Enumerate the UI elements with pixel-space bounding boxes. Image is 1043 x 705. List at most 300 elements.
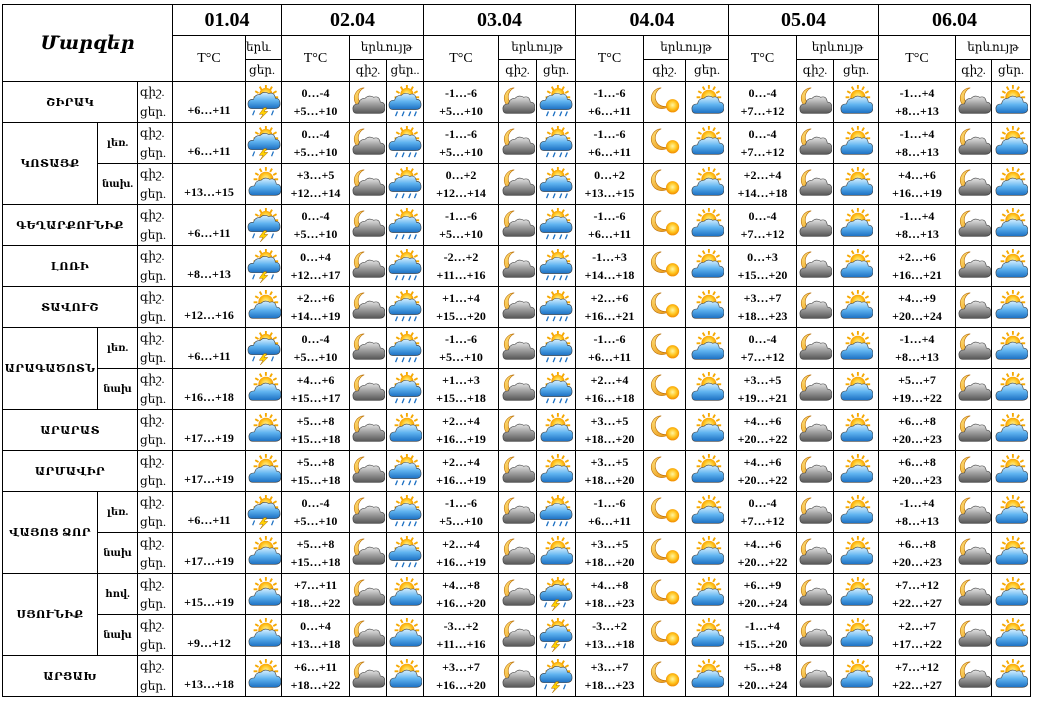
day-temperature: +16…+21	[892, 268, 942, 282]
weather-cell	[644, 492, 686, 533]
weather-cell	[499, 533, 537, 574]
day-temperature: +15…+18	[290, 473, 341, 487]
weather-cell	[387, 656, 424, 697]
night-temperature: +6…+8	[898, 455, 936, 469]
weather-cell	[686, 369, 729, 410]
night-temperature: +4…+8	[590, 578, 629, 592]
night-temperature: -1…+4	[899, 496, 935, 510]
day-label: ցեր.	[140, 105, 166, 119]
moon-cloud-icon	[351, 413, 385, 447]
moon-cloud-icon	[957, 249, 991, 283]
phenomenon-header: երևույթ	[644, 36, 729, 60]
moon-cloud-icon	[501, 577, 535, 611]
night-day-label	[138, 615, 173, 656]
temperature-cell	[282, 328, 350, 369]
night-temperature: +5…+8	[743, 660, 782, 674]
day-temperature: +15…+20	[737, 637, 788, 651]
weather-cell	[246, 656, 282, 697]
day-temperature: +6…+11	[187, 144, 231, 158]
day-temperature: +6…+11	[587, 104, 631, 118]
temperature-cell	[729, 82, 797, 123]
day-temperature: +7…+12	[740, 227, 785, 241]
day-temperature: +6…+11	[587, 514, 631, 528]
night-temperature: +2…+6	[590, 291, 629, 305]
rain-cloud-icon	[388, 454, 422, 488]
sun-cloud-icon	[994, 413, 1028, 447]
weather-cell	[246, 123, 282, 164]
day-temperature: +12…+16	[184, 308, 234, 322]
day-temperature: +7…+12	[740, 514, 785, 528]
day-temperature: +5…+10	[439, 227, 483, 241]
moon-sun-icon	[648, 659, 682, 693]
temperature-cell	[729, 123, 797, 164]
weather-cell	[499, 246, 537, 287]
moon-cloud-icon	[351, 577, 385, 611]
weather-cell	[956, 656, 992, 697]
night-day-label	[138, 328, 173, 369]
weather-cell	[644, 615, 686, 656]
day-label: ցեր.	[140, 310, 166, 324]
day-temperature: +18…+23	[584, 678, 635, 692]
temperature-cell	[879, 369, 956, 410]
weather-cell	[644, 287, 686, 328]
weather-cell	[992, 574, 1031, 615]
night-label: գիշ.	[140, 413, 165, 427]
night-temperature: -1…-6	[593, 127, 626, 141]
day-temperature: +6…+11	[587, 145, 631, 159]
moon-cloud-icon	[957, 208, 991, 242]
table-row	[3, 451, 1031, 492]
weather-cell	[834, 492, 879, 533]
temperature-cell	[424, 328, 499, 369]
temperature-cell	[729, 533, 797, 574]
weather-cell	[387, 533, 424, 574]
weather-cell	[537, 574, 576, 615]
day-temperature: +5…+10	[439, 350, 483, 364]
temperature-cell	[879, 164, 956, 205]
temperature-cell	[576, 656, 644, 697]
day-temperature: +5…+10	[439, 104, 483, 118]
day-temperature: +16…+19	[892, 186, 942, 200]
night-day-label	[138, 451, 173, 492]
region-name: ԿՈՏԱՅՔ	[3, 123, 98, 205]
moon-sun-icon	[648, 454, 682, 488]
day-temperature: +5…+10	[293, 350, 338, 364]
weather-cell	[644, 533, 686, 574]
temperature-cell	[576, 410, 644, 451]
table-row	[3, 246, 1031, 287]
temperature-cell	[282, 123, 350, 164]
sun-cloud-icon	[539, 413, 573, 447]
day-label: ցեր.	[140, 515, 166, 529]
region-name: ՎԱՅՈՑ ՁՈՐ	[3, 492, 98, 574]
weather-cell	[387, 410, 424, 451]
weather-cell	[834, 369, 879, 410]
moon-cloud-icon	[957, 126, 991, 160]
temperature-cell	[282, 533, 350, 574]
sun-cloud-icon	[690, 495, 724, 529]
weather-cell	[797, 246, 834, 287]
sun-cloud-icon	[994, 659, 1028, 693]
moon-cloud-icon	[351, 290, 385, 324]
day-temperature: +20…+23	[892, 555, 942, 569]
weather-cell	[387, 123, 424, 164]
night-temperature: +6…+8	[898, 414, 936, 428]
sun-cloud-icon	[994, 249, 1028, 283]
night-temperature: 0…-4	[301, 496, 330, 510]
day-temperature: +13…+15	[184, 185, 234, 199]
sun-cloud-icon	[994, 167, 1028, 201]
storm-icon	[247, 85, 281, 119]
night-day-label	[138, 205, 173, 246]
moon-cloud-icon	[798, 208, 832, 242]
weather-cell	[797, 123, 834, 164]
moon-sun-icon	[648, 208, 682, 242]
weather-cell	[956, 451, 992, 492]
weather-cell	[797, 451, 834, 492]
weather-cell	[834, 287, 879, 328]
weather-cell	[686, 451, 729, 492]
sun-cloud-icon	[690, 454, 724, 488]
night-temperature: +2…+4	[442, 537, 480, 551]
temperature-cell	[576, 164, 644, 205]
phenomenon-header: երևույթ	[956, 36, 1031, 60]
temperature-cell	[173, 287, 246, 328]
temperature-cell	[282, 369, 350, 410]
night-temperature: +2…+6	[898, 250, 936, 264]
day-temperature: +15…+19	[184, 595, 234, 609]
sub-region: լեռ.	[98, 328, 138, 369]
phenomenon-header: երևույթ	[797, 36, 879, 60]
moon-cloud-icon	[351, 495, 385, 529]
weather-cell	[644, 205, 686, 246]
weather-cell	[686, 533, 729, 574]
temperature-cell	[879, 205, 956, 246]
weather-cell	[686, 205, 729, 246]
night-temperature: +7…+12	[895, 578, 939, 592]
temperature-cell	[879, 492, 956, 533]
day-temperature: +14…+18	[737, 186, 788, 200]
weather-cell	[797, 205, 834, 246]
night-day-label	[138, 533, 173, 574]
table-row	[3, 410, 1031, 451]
night-day-label	[138, 164, 173, 205]
night-day-label	[138, 369, 173, 410]
weather-cell	[537, 492, 576, 533]
region-name: ԱՐԱԳԱԾՈՏՆ	[3, 328, 98, 410]
rain-cloud-icon	[539, 126, 573, 160]
day-temperature: +17…+22	[892, 637, 942, 651]
day-temperature: +8…+13	[895, 227, 939, 241]
day-temperature: +18…+23	[584, 596, 635, 610]
region-name: ԱՐՑԱԽ	[3, 656, 138, 697]
moon-cloud-icon	[351, 659, 385, 693]
sun-cloud-icon	[388, 659, 422, 693]
weather-cell	[686, 82, 729, 123]
moon-cloud-icon	[351, 208, 385, 242]
temperature-cell	[173, 205, 246, 246]
night-temperature: +4…+6	[743, 537, 782, 551]
region-name: ՏԱՎՈՒՇ	[3, 287, 138, 328]
day-temperature: +6…+11	[187, 226, 231, 240]
night-temperature: +5…+8	[296, 537, 335, 551]
night-temperature: -1…-6	[445, 127, 477, 141]
weather-cell	[644, 410, 686, 451]
weather-cell	[644, 656, 686, 697]
temperature-cell	[576, 246, 644, 287]
sub-region: լեռ.	[98, 492, 138, 533]
moon-sun-icon	[648, 536, 682, 570]
temperature-cell	[576, 574, 644, 615]
sun-cloud-icon	[839, 372, 873, 406]
temperature-cell	[424, 246, 499, 287]
night-label: գիշ.	[140, 495, 165, 509]
weather-cell	[956, 533, 992, 574]
moon-cloud-icon	[957, 536, 991, 570]
day-temperature: +16…+18	[184, 390, 234, 404]
night-temperature: +2…+6	[296, 291, 335, 305]
weather-cell	[499, 205, 537, 246]
temperature-cell	[729, 574, 797, 615]
sun-cloud-icon	[388, 577, 422, 611]
night-temperature: +1…+4	[442, 291, 480, 305]
sun-cloud-icon	[839, 536, 873, 570]
date-header: 03.04	[424, 5, 576, 36]
weather-cell	[499, 123, 537, 164]
table-row	[3, 82, 1031, 123]
temperature-cell	[576, 492, 644, 533]
night-header: գիշ.	[956, 60, 992, 82]
date-header: 05.04	[729, 5, 879, 36]
sun-cloud-icon	[690, 249, 724, 283]
weather-cell	[992, 287, 1031, 328]
day-temperature: +6…+11	[587, 350, 631, 364]
night-temperature: -1…-6	[593, 332, 626, 346]
moon-cloud-icon	[798, 495, 832, 529]
day-temperature: +12…+14	[436, 186, 486, 200]
night-temperature: 0…-4	[301, 86, 330, 100]
weather-cell	[956, 574, 992, 615]
night-temperature: +4…+8	[442, 578, 480, 592]
day-temperature: +18…+23	[737, 309, 788, 323]
day-temperature: +8…+13	[895, 145, 939, 159]
sun-cloud-icon	[247, 372, 281, 406]
night-temperature: +3…+5	[590, 537, 629, 551]
weather-cell	[992, 82, 1031, 123]
weather-cell	[992, 369, 1031, 410]
sun-cloud-icon	[839, 290, 873, 324]
weather-cell	[537, 656, 576, 697]
day-temperature: +15…+18	[290, 432, 341, 446]
temperature-cell	[576, 451, 644, 492]
weather-cell	[246, 533, 282, 574]
weather-cell	[350, 451, 387, 492]
night-temperature: -1…-6	[445, 209, 477, 223]
temperature-cell	[173, 123, 246, 164]
night-temperature: 0…-4	[748, 332, 777, 346]
temperature-cell	[173, 656, 246, 697]
weather-cell	[644, 451, 686, 492]
weather-cell	[537, 246, 576, 287]
weather-cell	[499, 574, 537, 615]
moon-cloud-icon	[798, 126, 832, 160]
table-row	[3, 287, 1031, 328]
temperature-cell	[173, 246, 246, 287]
weather-cell	[350, 369, 387, 410]
sun-cloud-icon	[247, 536, 281, 570]
temperature-cell	[576, 369, 644, 410]
moon-cloud-icon	[957, 372, 991, 406]
weather-cell	[992, 451, 1031, 492]
weather-cell	[387, 492, 424, 533]
sun-cloud-icon	[839, 454, 873, 488]
phenomenon-header: երևույթ	[499, 36, 576, 60]
temperature-cell	[424, 205, 499, 246]
day-temperature: +13…+18	[184, 677, 234, 691]
weather-cell	[834, 164, 879, 205]
night-day-label	[138, 246, 173, 287]
sun-cloud-icon	[247, 167, 281, 201]
night-label: գիշ.	[140, 372, 165, 386]
weather-cell	[387, 451, 424, 492]
weather-cell	[537, 287, 576, 328]
weather-cell	[834, 615, 879, 656]
moon-cloud-icon	[351, 126, 385, 160]
weather-cell	[499, 82, 537, 123]
moon-cloud-icon	[798, 167, 832, 201]
forecast-table	[2, 4, 1031, 697]
temperature-cell	[576, 287, 644, 328]
sun-cloud-icon	[994, 208, 1028, 242]
weather-cell	[797, 656, 834, 697]
table-row	[3, 164, 1031, 205]
moon-cloud-icon	[798, 454, 832, 488]
day-header: ցեր.	[537, 60, 576, 82]
weather-cell	[797, 492, 834, 533]
moon-cloud-icon	[501, 126, 535, 160]
weather-cell	[956, 615, 992, 656]
weather-cell	[797, 287, 834, 328]
night-temperature: +3…+5	[743, 373, 782, 387]
day-temperature: +5…+10	[439, 514, 483, 528]
day-header: ցեր.	[686, 60, 729, 82]
temperature-cell	[879, 123, 956, 164]
rain-cloud-icon	[388, 290, 422, 324]
day-temperature: +22…+27	[892, 678, 942, 692]
temperature-cell	[424, 287, 499, 328]
weather-cell	[246, 574, 282, 615]
temp-header: T°C	[576, 36, 644, 82]
weather-cell	[246, 246, 282, 287]
weather-cell	[537, 451, 576, 492]
weather-cell	[246, 205, 282, 246]
day-temperature: +15…+20	[737, 268, 788, 282]
weather-cell	[499, 287, 537, 328]
sun-cloud-icon	[839, 208, 873, 242]
weather-cell	[537, 205, 576, 246]
moon-cloud-icon	[501, 618, 535, 652]
sun-cloud-icon	[539, 454, 573, 488]
night-label: գիշ.	[140, 536, 165, 550]
day-temperature: +17…+19	[184, 472, 234, 486]
sun-cloud-icon	[839, 85, 873, 119]
night-label: գիշ.	[140, 331, 165, 345]
night-temperature: -1…+4	[899, 127, 935, 141]
temperature-cell	[282, 492, 350, 533]
day-temperature: +18…+20	[584, 473, 635, 487]
weather-cell	[387, 246, 424, 287]
temperature-cell	[173, 369, 246, 410]
night-temperature: 0…+2	[445, 168, 477, 182]
date-header: 02.04	[282, 5, 424, 36]
weather-cell	[956, 246, 992, 287]
temperature-cell	[282, 574, 350, 615]
day-temperature: +18…+20	[584, 555, 635, 569]
sun-cloud-icon	[690, 290, 724, 324]
temperature-cell	[576, 82, 644, 123]
temperature-cell	[282, 82, 350, 123]
weather-cell	[499, 492, 537, 533]
sun-cloud-icon	[690, 659, 724, 693]
sun-cloud-icon	[994, 331, 1028, 365]
weather-cell	[350, 574, 387, 615]
weather-cell	[834, 533, 879, 574]
moon-cloud-icon	[501, 208, 535, 242]
weather-cell	[686, 287, 729, 328]
weather-cell	[956, 82, 992, 123]
night-temperature: 0…-4	[748, 127, 777, 141]
weather-cell	[644, 574, 686, 615]
weather-cell	[992, 123, 1031, 164]
day-temperature: +15…+17	[290, 391, 341, 405]
night-temperature: -1…+4	[745, 619, 780, 633]
sub-region: նախ	[98, 533, 138, 574]
sun-cloud-icon	[690, 372, 724, 406]
moon-cloud-icon	[501, 249, 535, 283]
day-temperature: +12…+14	[290, 186, 341, 200]
weather-cell	[686, 615, 729, 656]
weather-cell	[834, 123, 879, 164]
weather-cell	[350, 164, 387, 205]
weather-cell	[644, 246, 686, 287]
temp-header: T°C	[729, 36, 797, 82]
day-temperature: +20…+24	[737, 678, 788, 692]
night-day-label	[138, 287, 173, 328]
weather-cell	[644, 369, 686, 410]
temperature-cell	[576, 205, 644, 246]
sun-cloud-icon	[839, 249, 873, 283]
day-temperature: +17…+19	[184, 431, 234, 445]
night-temperature: -1…+4	[899, 86, 935, 100]
night-day-label	[138, 574, 173, 615]
day-temperature: +20…+22	[737, 432, 788, 446]
day-temperature: +13…+18	[584, 637, 635, 651]
moon-cloud-icon	[351, 618, 385, 652]
temperature-cell	[173, 492, 246, 533]
temperature-cell	[424, 533, 499, 574]
temperature-cell	[729, 246, 797, 287]
table-row	[3, 205, 1031, 246]
moon-cloud-icon	[798, 413, 832, 447]
night-temperature: -1…-6	[445, 496, 477, 510]
weather-cell	[992, 410, 1031, 451]
weather-cell	[387, 328, 424, 369]
night-temperature: +3…+5	[590, 414, 629, 428]
day-label: ցեր.	[140, 351, 166, 365]
weather-cell	[350, 287, 387, 328]
day-temperature: +8…+13	[895, 104, 939, 118]
night-temperature: +4…+9	[898, 291, 936, 305]
